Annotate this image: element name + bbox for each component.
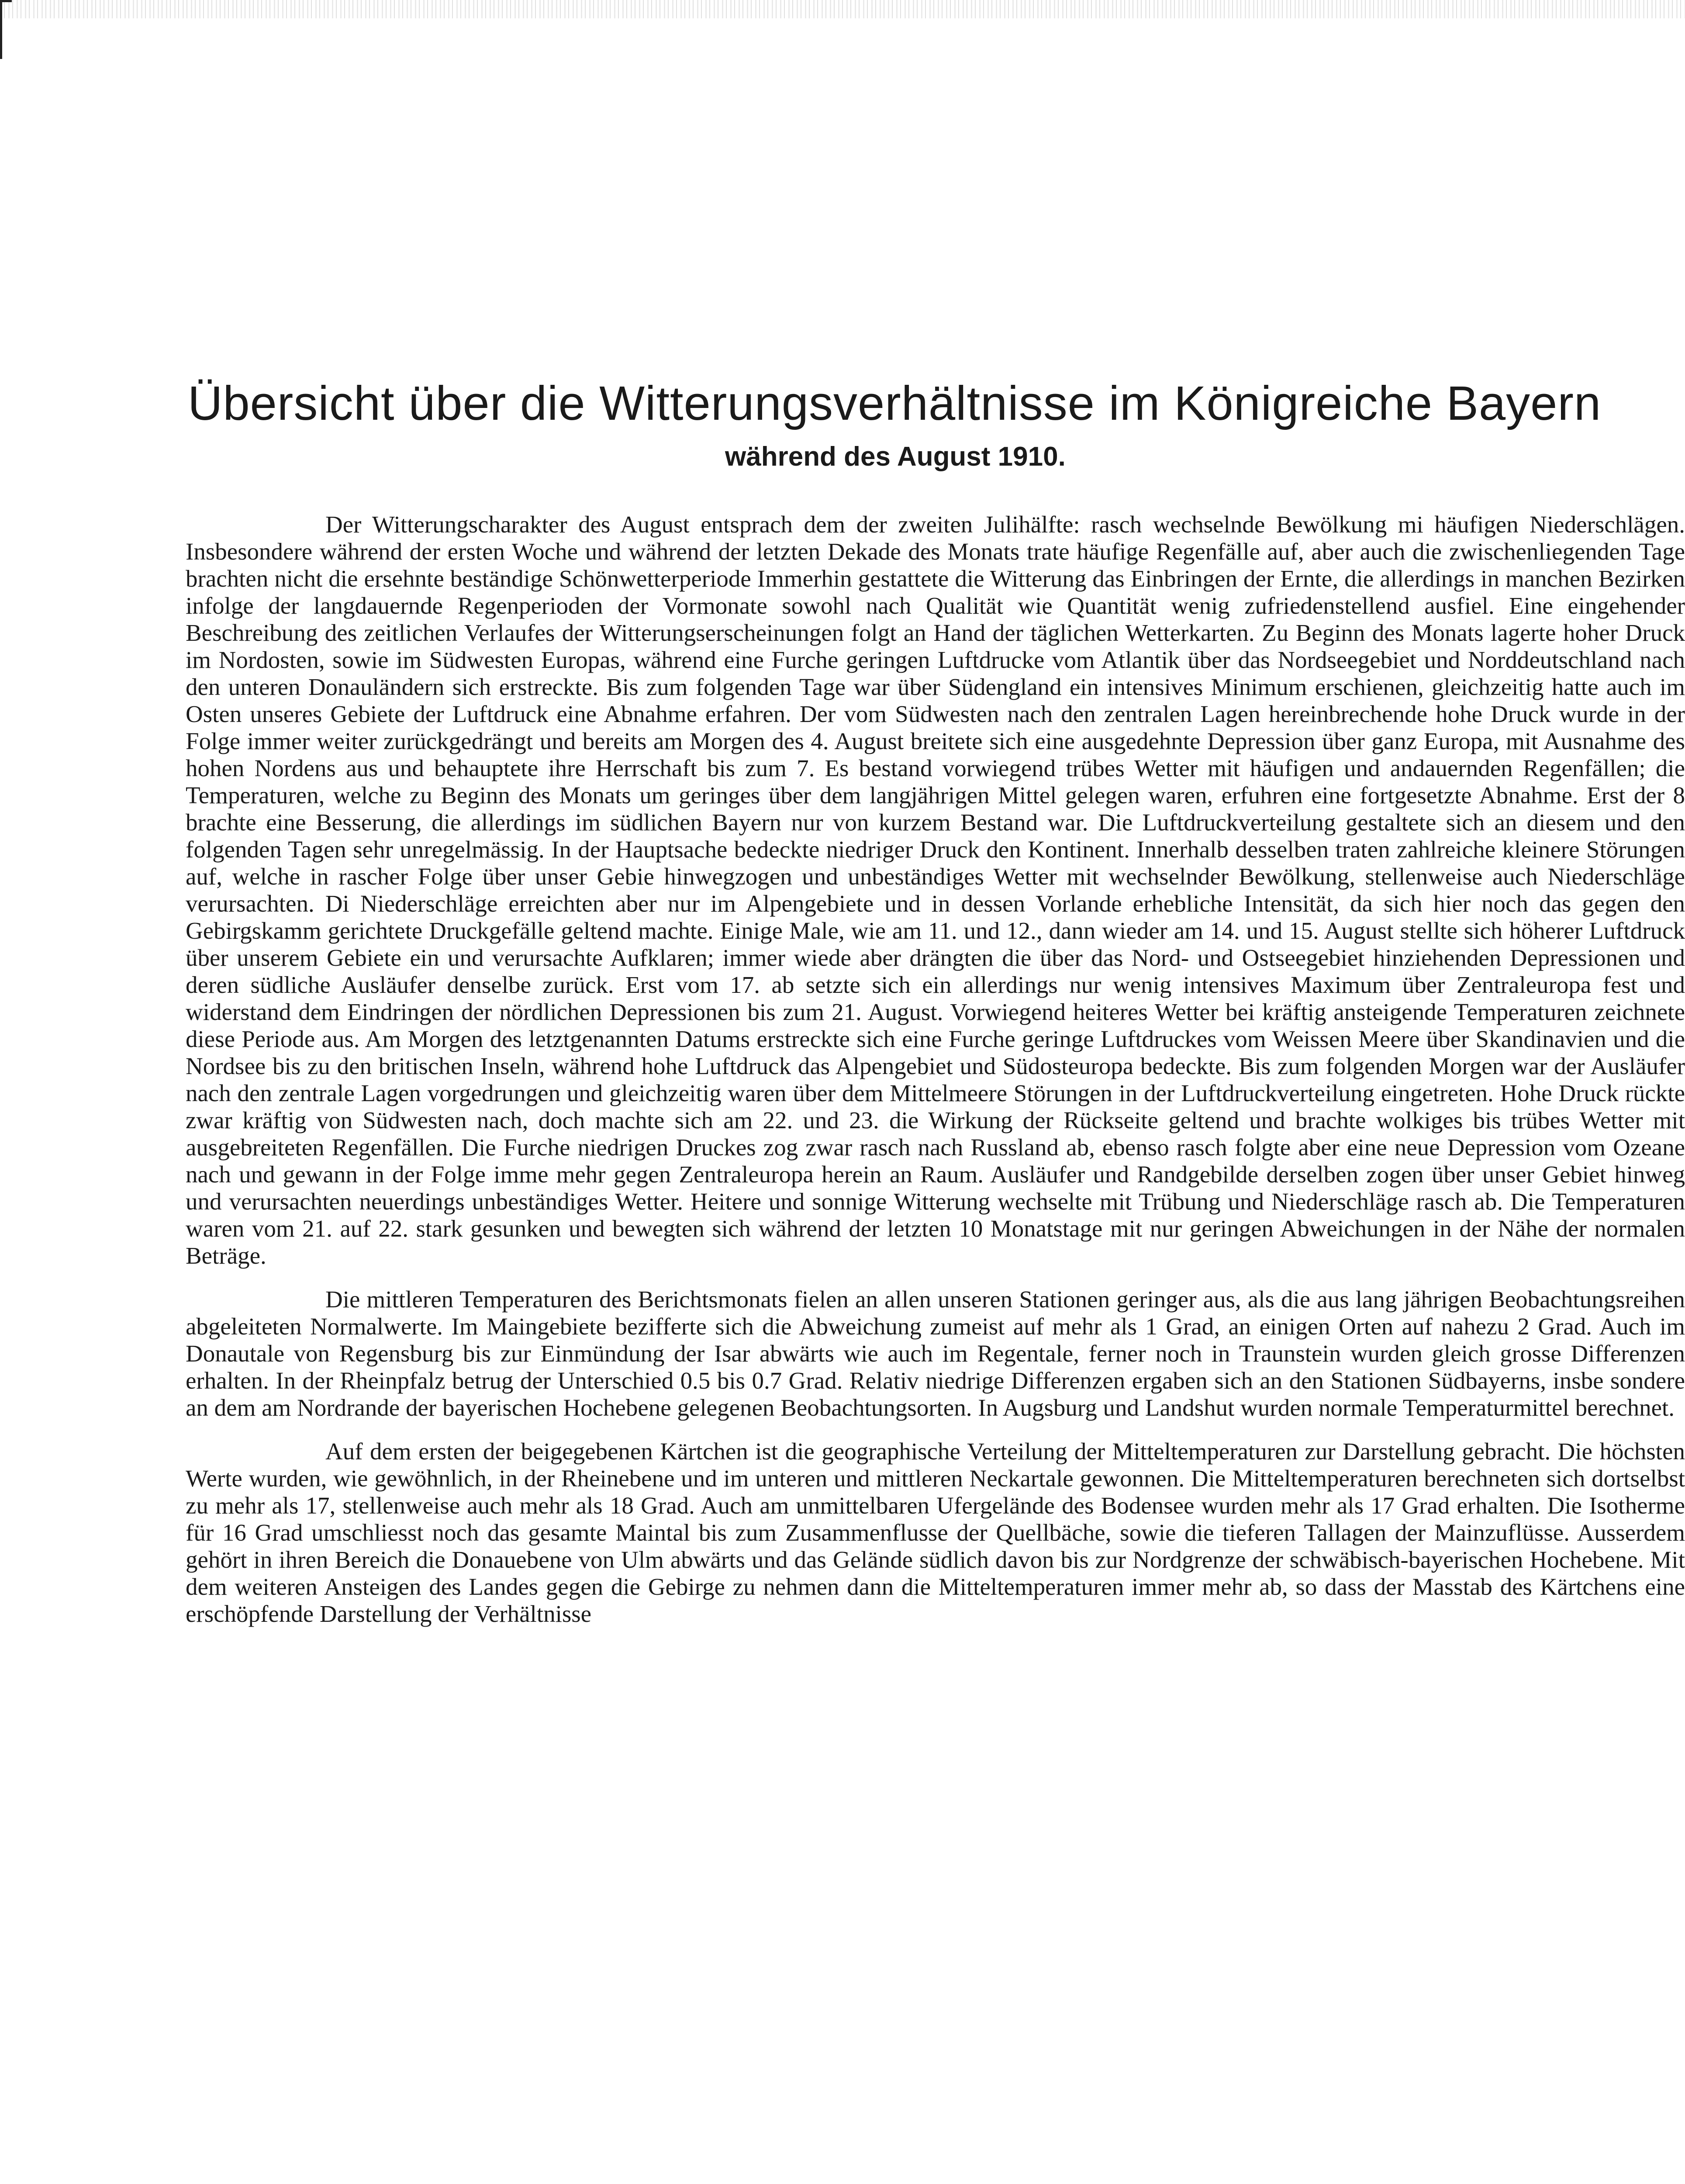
binding-mark	[0, 0, 12, 59]
document-body	[186, 511, 1685, 2184]
paragraph-temperature-map: Auf dem ersten der beigegebenen Kärtchen ist die geographische Verteilung der Mitteltemperaturen zur Darstellung gebracht. Die höchsten Werte wurden, wie gewöhnlich, in der Rheinebene und im unteren und mittleren Neckartale gewonnen. Die Mitteltemperaturen berechneten sich dortselbst zu mehr als 17, stellenweise auch mehr als 18 Grad. Auch am unmittelbaren Ufergelände des Bodensee wurden mehr als 17 Grad erhalten. Die Isotherme für 16 Grad umschliesst noch das gesamte Maintal bis zum Zusammenflusse der Quellbäche, sowie die tieferen Tallagen der Mainzuflüsse. Ausserdem gehört in ihren Bereich die Donauebene von Ulm abwärts und das Gelände südlich davon bis zur Nordgrenze der schwäbisch-bayerischen Hochebene. Mit dem weiteren Ansteigen des Landes gegen die Gebirge zu nehmen dann die Mitteltemperaturen immer mehr ab, so dass der Masstab des Kärtchens eine erschöpfende Darstellung der Verhältnisse	[186, 1438, 1685, 1627]
document-title: Übersicht über die Witterungsverhältnisse im Königreiche Bayern	[188, 377, 1602, 430]
scan-top-edge	[0, 0, 1685, 18]
paragraph-weather-course: Der Witterungscharakter des August entsprach dem der zweiten Julihälfte: rasch wechselnde Bewölkung mi häufigen Niederschlägen. Insbesondere während der ersten Woche und während der letzten Dekade des Monats trate häufige Regenfälle auf, aber auch die zwischenliegenden Tage brachten nicht die ersehnte beständige Schönwetterperiode Immerhin gestattete die Witterung das Einbringen der Ernte, die allerdings in manchen Bezirken infolge der langdauernde Regenperioden der Vormonate sowohl nach Qualität wie Quantität wenig zufriedenstellend ausfiel. Eine eingehender Beschreibung des zeitlichen Verlaufes der Witterungserscheinungen folgt an Hand der täglichen Wetterkarten. Zu Beginn des Monats lagerte hoher Druck im Nordosten, sowie im Südwesten Europas, während eine Furche geringen Luftdrucke vom Atlantik über das Nordseegebiet und Norddeutschland nach den unteren Donauländern sich erstreckte. Bis zum folgenden Tage war über Südengland ein intensives Minimum erschienen, gleichzeitig hatte auch im Osten unseres Gebiete der Luftdruck eine Abnahme erfahren. Der vom Südwesten nach den zentralen Lagen hereinbrechende hohe Druck wurde in der Folge immer weiter zurückgedrängt und bereits am Morgen des 4. August breitete sich eine ausgedehnte Depression über ganz Europa, mit Ausnahme des hohen Nordens aus und behauptete ihre Herrschaft bis zum 7. Es bestand vorwiegend trübes Wetter mit häufigen und andauernden Regenfällen; die Temperaturen, welche zu Beginn des Monats um geringes über dem langjährigen Mittel gelegen waren, erfuhren eine fortgesetzte Abnahme. Erst der 8 brachte eine Besserung, die allerdings im südlichen Bayern nur von kurzem Bestand war. Die Luftdruckverteilung gestaltete sich an diesem und den folgenden Tagen sehr unregelmässig. In der Hauptsache bedeckte niedriger Druck den Kontinent. Innerhalb desselben traten zahlreiche kleinere Störungen auf, welche in rascher Folge über unser Gebie hinwegzogen und unbeständiges Wetter mit wechselnder Bewölkung, stellenweise auch Niederschläge verursachten. Di Niederschläge erreichten aber nur im Alpengebiete und in dessen Vorlande erhebliche Intensität, da sich hier noch das gegen den Gebirgskamm gerichtete Druckgefälle geltend machte. Einige Male, wie am 11. und 12., dann wieder am 14. und 15. August stellte sich höherer Luftdruck über unserem Gebiete ein und verursachte Aufklaren; immer wiede aber drängten die über das Nord- und Ostseegebiet hinziehenden Depressionen und deren südliche Ausläufer denselbe zurück. Erst vom 17. ab setzte sich ein allerdings nur wenig intensives Maximum über Zentraleuropa fest und widerstand dem Eindringen der nördlichen Depressionen bis zum 21. August. Vorwiegend heiteres Wetter bei kräftig ansteigende Temperaturen zeichnete diese Periode aus. Am Morgen des letztgenannten Datums erstreckte sich eine Furche geringe Luftdruckes vom Weissen Meere über Skandinavien und die Nordsee bis zu den britischen Inseln, während hohe Luftdruck das Alpengebiet und Südosteuropa bedeckte. Bis zum folgenden Morgen war der Ausläufer nach den zentrale Lagen vorgedrungen und gleichzeitig waren über dem Mittelmeere Störungen in der Luftdruckverteilung eingetreten. Hohe Druck rückte zwar kräftig von Südwesten nach, doch machte sich am 22. und 23. die Wirkung der Rückseite geltend und brachte wolkiges bis trübes Wetter mit ausgebreiteten Regenfällen. Die Furche niedrigen Druckes zog zwar rasch nach Russland ab, ebenso rasch folgte aber eine neue Depression vom Ozeane nach und gewann in der Folge imme mehr gegen Zentraleuropa herein an Raum. Ausläufer und Randgebilde derselben zogen über unser Gebiet hinweg und verursachten neuerdings unbeständiges Wetter. Heitere und sonnige Witterung wechselte mit Trübung und Niederschläge rasch ab. Die Temperaturen waren vom 21. auf 22. stark gesunken und bewegten sich während der letzten 10 Monatstage mit nur geringen Abweichungen in der Nähe der normalen Beträge.	[186, 511, 1685, 1269]
paragraph-mean-temperatures: Die mittleren Temperaturen des Berichtsmonats fielen an allen unseren Stationen geringer aus, als die aus lang jährigen Beobachtungsreihen abgeleiteten Normalwerte. Im Maingebiete bezifferte sich die Abweichung zumeist auf mehr als 1 Grad, an einigen Orten auf nahezu 2 Grad. Auch im Donautale von Regensburg bis zur Einmündung der Isar abwärts wie auch im Regentale, ferner noch in Traunstein wurden gleich grosse Differenzen erhalten. In der Rheinpfalz betrug der Unterschied 0.5 bis 0.7 Grad. Relativ niedrige Differenzen ergaben sich an den Stationen Südbayerns, insbe sondere an dem am Nordrande der bayerischen Hochebene gelegenen Beobachtungsorten. In Augsburg und Landshut wurden normale Temperaturmittel berechnet.	[186, 1286, 1685, 1421]
document-subtitle: während des August 1910.	[725, 442, 1066, 472]
